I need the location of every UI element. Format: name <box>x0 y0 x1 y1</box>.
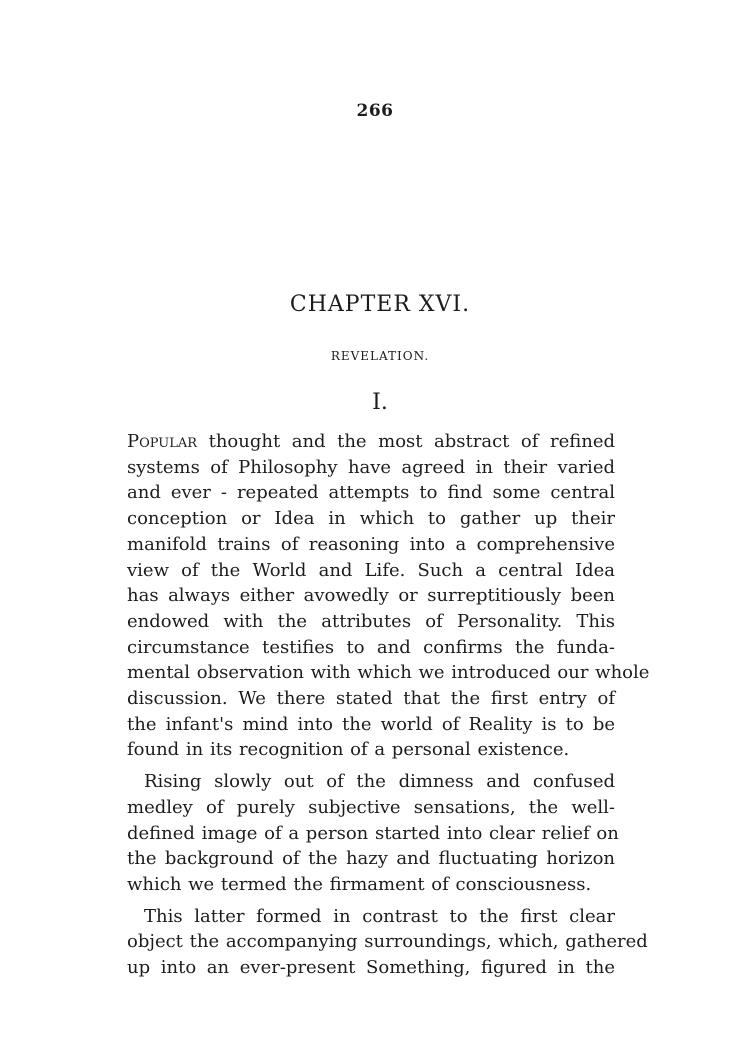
text-line <box>127 429 615 455</box>
small-caps-lead: Popular <box>127 431 198 452</box>
chapter-title: CHAPTER XVI. <box>289 292 471 317</box>
paragraph-3 <box>127 904 648 981</box>
text-line: manifold trains of reasoning into a comprehensive <box>127 533 615 555</box>
text-line: view of the World and Life. Such a central Idea <box>127 559 615 581</box>
text-line: the infant's mind into the world of Reality is to be <box>127 713 615 735</box>
body-text <box>127 429 650 981</box>
text-line: conception or Idea in which to gather up their <box>127 508 615 530</box>
text-line: systems of Philosophy have agreed in their varied <box>127 456 615 478</box>
text-line-remainder: thought and the most abstract of refined <box>197 431 615 452</box>
text-line: which we termed the firmament of consciousness. <box>127 873 592 895</box>
text-line: Rising slowly out of the dimness and confused <box>144 771 615 793</box>
text-line: found in its recognition of a personal existence. <box>127 739 570 761</box>
paragraph-2 <box>127 769 619 898</box>
paragraph-1 <box>127 429 650 763</box>
text-line: the background of the hazy and fluctuating horizon <box>127 848 615 870</box>
text-line: circumstance testifies to and confirms the funda- <box>127 636 615 658</box>
text-line: This latter formed in contrast to the first clear <box>144 905 615 927</box>
text-line: object the accompanying surroundings, which, gathered <box>127 931 648 953</box>
text-line: medley of purely subjective sensations, the well- <box>127 796 615 818</box>
text-line: discussion. We there stated that the first entry of <box>127 688 615 710</box>
text-line: endowed with the attributes of Personality. This <box>127 610 615 632</box>
text-line: mental observation with which we introduced our whole <box>127 662 650 684</box>
section-number: I. <box>372 390 388 415</box>
text-line: has always either avowedly or surreptitiously been <box>127 585 615 607</box>
page-number: 266 <box>356 101 394 121</box>
chapter-subtitle: REVELATION. <box>330 349 430 363</box>
text-line: defined image of a person started into clear relief on <box>127 822 619 844</box>
text-line: up into an ever-present Something, figured in the <box>127 957 615 979</box>
text-line: and ever - repeated attempts to find some central <box>127 482 615 504</box>
